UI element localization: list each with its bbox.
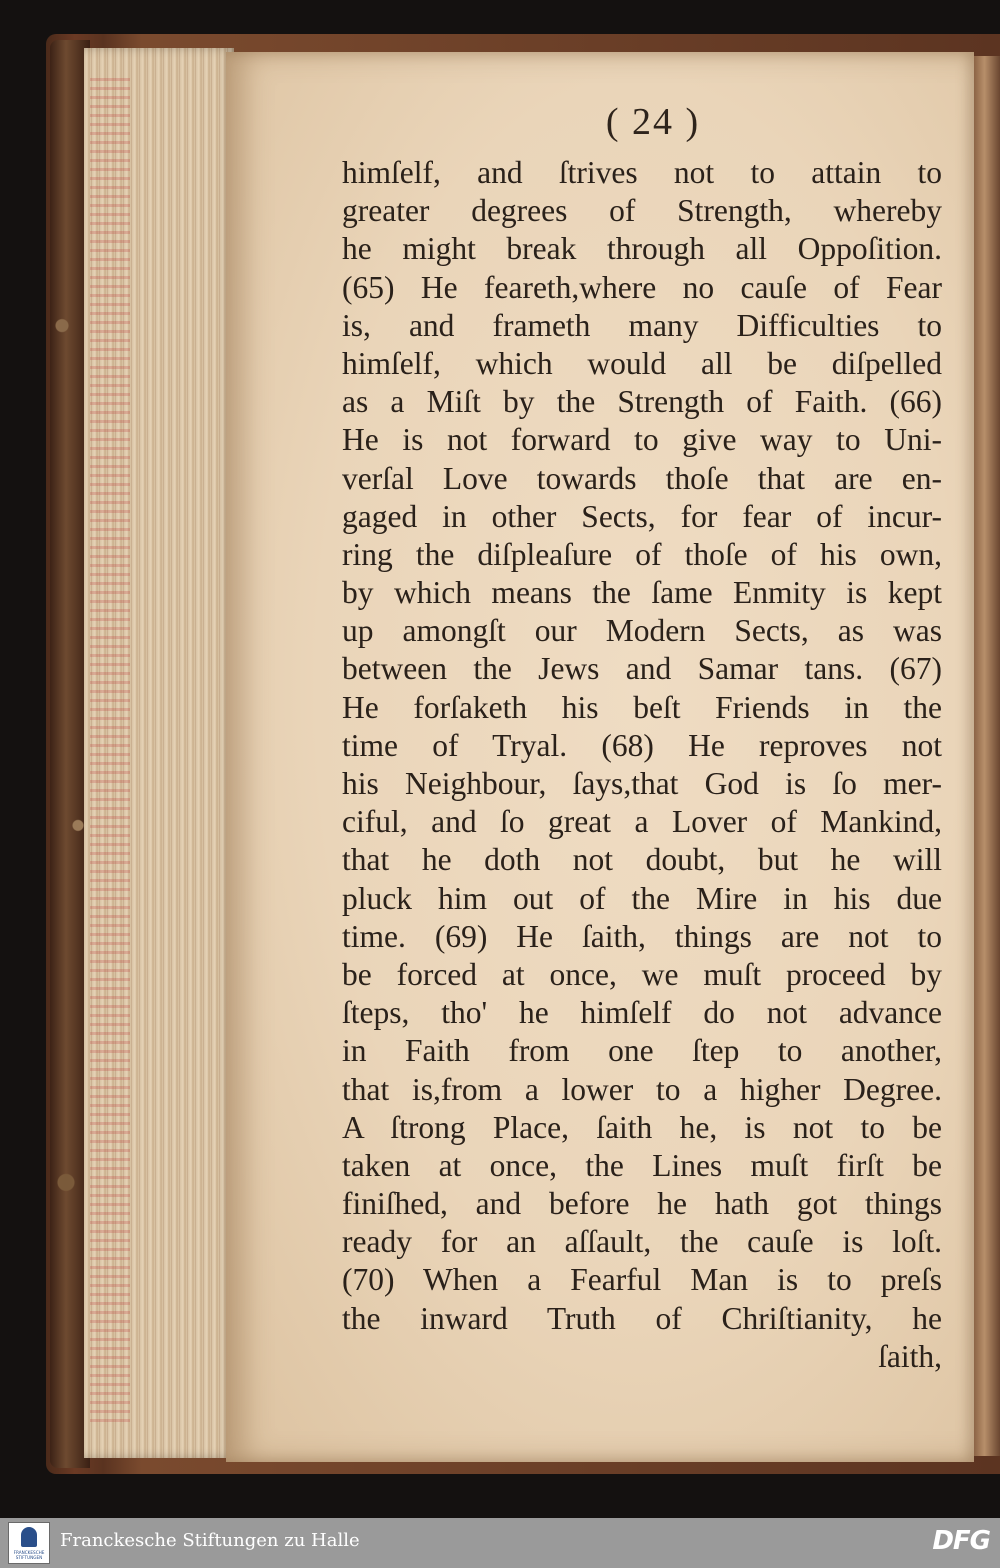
text-line: finiſhed, and before he hath got things [342, 1186, 942, 1222]
text-line: ciful, and ſo great a Lover of Mankind, [342, 804, 942, 840]
facing-page-edge [974, 56, 1000, 1456]
text-line: ring the diſpleaſure of thoſe of his own, [342, 536, 942, 572]
text-line: greater degrees of Strength, whereby [342, 193, 942, 229]
page-number: ( 24 ) [605, 101, 701, 143]
text-line: up amongſt our Modern Sects, as was [342, 613, 942, 649]
text-line: he might break through all Oppoſition. [342, 231, 942, 267]
dfg-logo[interactable]: DFG [932, 1526, 990, 1556]
logo-text: FRANCKESCHE STIFTUNGEN [13, 1550, 45, 1560]
text-line: between the Jews and Samar tans. (67) [342, 651, 942, 687]
text-line: is, and frameth many Difficulties to [342, 307, 942, 343]
text-line: pluck him out of the Mire in his due [342, 880, 942, 916]
text-line: (65) He feareth,where no cauſe of Fear [342, 269, 942, 305]
page-text [342, 154, 942, 1376]
text-line: He forſaketh his beſt Friends in the [342, 689, 942, 725]
text-line: taken at once, the Lines muſt firſt be [342, 1147, 942, 1183]
institution-logo[interactable] [8, 1522, 50, 1564]
institution-name[interactable]: Franckesche Stiftungen zu Halle [60, 1530, 360, 1551]
text-line: verſal Love towards thoſe that are en- [342, 460, 942, 496]
text-line: be forced at once, we muſt proceed by [342, 956, 942, 992]
text-line: the inward Truth of Chriſtianity, he [342, 1300, 942, 1336]
text-line: that is,from a lower to a higher Degree. [342, 1071, 942, 1107]
text-line: his Neighbour, ſays,that God is ſo mer- [342, 766, 942, 801]
text-line: in Faith from one ſtep to another, [342, 1033, 942, 1069]
text-line: ſteps, tho' he himſelf do not advance [342, 995, 942, 1031]
text-line: (70) When a Fearful Man is to preſs [342, 1262, 942, 1298]
franckesche-emblem-icon [21, 1527, 37, 1547]
text-line: as a Miſt by the Strength of Faith. (66) [342, 384, 942, 420]
page-edges [84, 48, 234, 1458]
text-line: himſelf, and ſtrives not to attain to [342, 155, 942, 190]
footer-bar [0, 1518, 1000, 1568]
catchword: ſaith, [878, 1338, 942, 1374]
text-line: that he doth not doubt, but he will [342, 842, 942, 878]
text-line: He is not forward to give way to Uni- [342, 422, 942, 458]
text-line: ready for an aſſault, the cauſe is loſt. [342, 1224, 942, 1260]
text-line: time of Tryal. (68) He reproves not [342, 727, 942, 763]
text-line: gaged in other Sects, for fear of incur- [342, 498, 942, 534]
text-line: A ſtrong Place, ſaith he, is not to be [342, 1109, 942, 1145]
text-line: by which means the ſame Enmity is kept [342, 575, 942, 611]
text-line: time. (69) He ſaith, things are not to [342, 918, 942, 954]
text-line: himſelf, which would all be diſpelled [342, 345, 942, 381]
